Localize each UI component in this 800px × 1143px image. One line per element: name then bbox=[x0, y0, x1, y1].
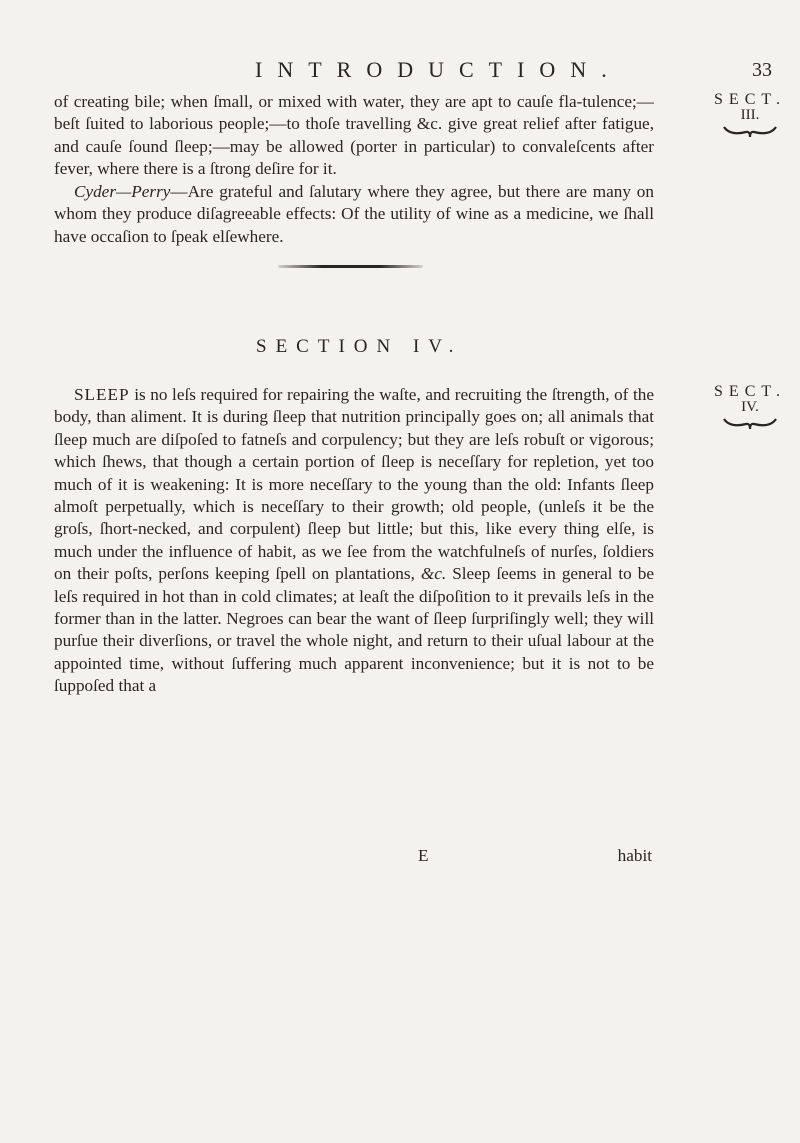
paragraph-text: of creating bile; when ſmall, or mixed with water, they are apt to cauſe fla-tulence;—beſt ſuited to laborious people;—to thoſe travelling &c. give great relief after fatigue, and cauſe ſound ſleep;—may be allowed (porter in particular) to convaleſcents after fever, where there is a ſtrong deſire for it. bbox=[54, 92, 654, 179]
paragraph-lead-word: SLEEP bbox=[74, 385, 130, 404]
running-head: INTRODUCTION. bbox=[255, 57, 622, 82]
margin-note-number: IV. bbox=[741, 399, 759, 415]
page-header bbox=[0, 57, 800, 87]
paragraph-text: Sleep ſeems in general to be leſs required in hot than in cold climates; at leaſt the diſpoſition to it prevails leſs in the former than in the latter. Negroes can bear the want of ſleep ſurpriſingly well; they will purſue their diverſions, or travel the whole night, and return to their uſual labour at the appointed time, without ſuffering much apparent inconvenience; but it is not to be ſuppoſed that a bbox=[54, 564, 655, 696]
paragraph-cyder-perry bbox=[54, 181, 654, 248]
section-heading: SECTION IV. bbox=[256, 336, 463, 357]
paragraph-malt-liquors bbox=[54, 91, 654, 181]
paragraph-text: is no leſs required for repairing the waſte, and recruiting the ſtrength, of the body, than aliment. It is during ſleep that nutrition principally goes on; all animals that ſleep much are diſpoſed to fatneſs and corpulency; but they are leſs robuſt or vigorous; which ſhews, that though a certain portion of ſleep is neceſſary for repletion, yet too much of it is weakening: It is more neceſſary to the young than the old: Infants ſleep almoſt perpetually, which is neceſſary to their growth; old people, (unleſs it be the groſs, ſhort-necked, and corpulent) ſleep but little; but this, like every thing elſe, is much under the influence of habit, as we ſee from the watchfulneſs of nurſes, ſoldiers on their poſts, perſons keeping ſpell on plantations, bbox=[54, 385, 654, 584]
catchline bbox=[54, 846, 654, 870]
margin-note-label: SECT. bbox=[714, 383, 786, 400]
brace-ornament-icon bbox=[720, 124, 780, 140]
margin-note-sect-3 bbox=[700, 91, 800, 140]
paragraph-text: —Are grateful and ſalutary where they agree, but there are many on whom they produce diſagreeable effects: Of the utility of wine as a medicine, we ſhall have occaſion to ſpeak elſewhere. bbox=[54, 182, 654, 246]
section-divider-rule bbox=[278, 265, 423, 268]
paragraph-run-in-title: Cyder—Perry bbox=[74, 182, 171, 201]
signature-mark: E bbox=[418, 846, 429, 865]
margin-note-sect-4 bbox=[700, 383, 800, 432]
catchword: habit bbox=[617, 846, 652, 865]
page-number: 33 bbox=[752, 59, 772, 81]
paragraph-abbreviation: &c. bbox=[420, 564, 447, 584]
margin-note-number: III. bbox=[740, 107, 760, 123]
brace-ornament-icon bbox=[720, 416, 780, 432]
margin-note-label: SECT. bbox=[714, 91, 786, 108]
paragraph-sleep bbox=[54, 384, 654, 698]
